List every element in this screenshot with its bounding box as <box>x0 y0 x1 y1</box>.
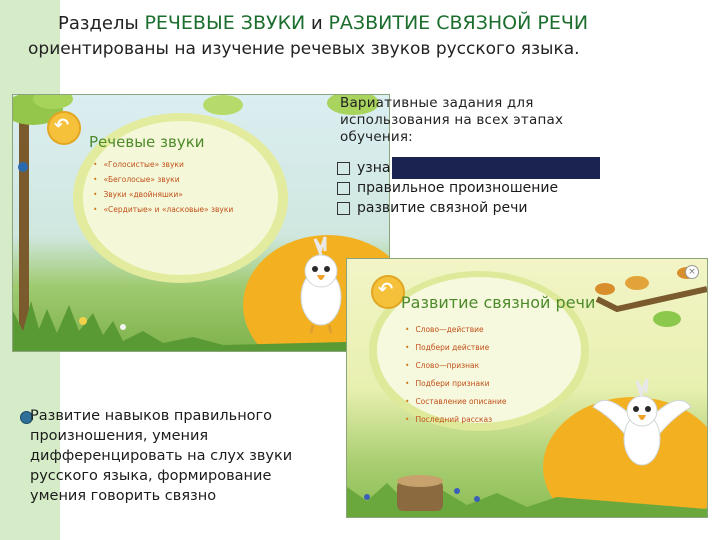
close-button[interactable] <box>685 265 699 279</box>
menu-item[interactable]: • Составление описание <box>405 393 506 411</box>
back-button[interactable] <box>371 275 405 309</box>
back-button[interactable] <box>47 111 81 145</box>
title-connector: и <box>311 13 323 34</box>
menu-item[interactable]: • Подбери признаки <box>405 375 506 393</box>
task-label: правильное произношение <box>357 180 559 196</box>
title-line-2: ориентированы на изучение речевых звуков русского языка. <box>28 39 580 59</box>
menu-item[interactable]: • «Голосистые» звуки <box>93 157 233 172</box>
hidden-bullet <box>18 162 28 172</box>
menu-list <box>93 157 233 217</box>
task-bullets <box>337 158 558 218</box>
menu-item[interactable]: • Последний рассказ <box>405 411 506 429</box>
menu-item[interactable]: • Звуки «двойняшки» <box>93 187 233 202</box>
title-section-connected-speech: РАЗВИТИЕ СВЯЗНОЙ РЕЧИ <box>328 12 589 34</box>
menu-item[interactable]: • Подбери действие <box>405 339 506 357</box>
menu-item[interactable]: • Слово—признак <box>405 357 506 375</box>
menu-list <box>405 321 506 429</box>
variative-tasks-intro: Вариативные задания для использования на всех этапах обучения: <box>340 95 564 145</box>
cockatoo-icon <box>291 235 351 335</box>
back-arrow-icon: ↶ <box>54 115 70 136</box>
speech-sounds-screenshot <box>12 94 390 352</box>
menu-title: Развитие связной речи <box>401 293 596 312</box>
connected-speech-screenshot <box>346 258 708 518</box>
menu-title: Речевые звуки <box>89 133 205 151</box>
title-prefix: Разделы <box>58 13 139 34</box>
goals-text: Развитие навыков правильного произношения, умения дифференцировать на слух звуки русского языка, формирование умения говорить связно <box>30 408 293 504</box>
task-label: узна <box>357 160 391 176</box>
checkbox-icon <box>337 162 350 175</box>
menu-item[interactable]: • «Сердитые» и «ласковые» звуки <box>93 202 233 217</box>
checkbox-icon <box>337 202 350 215</box>
task-item <box>337 198 558 218</box>
checkbox-icon <box>337 182 350 195</box>
task-item <box>337 158 558 178</box>
slide-title <box>28 10 708 61</box>
close-icon: × <box>688 267 696 277</box>
cockatoo-icon <box>587 367 697 477</box>
menu-item[interactable]: • Слово—действие <box>405 321 506 339</box>
title-section-speech-sounds: РЕЧЕВЫЕ ЗВУКИ <box>144 12 306 34</box>
back-arrow-icon: ↶ <box>378 279 394 300</box>
task-item <box>337 178 558 198</box>
menu-item[interactable]: • «Беголосые» звуки <box>93 172 233 187</box>
task-label: развитие связной речи <box>357 200 528 216</box>
